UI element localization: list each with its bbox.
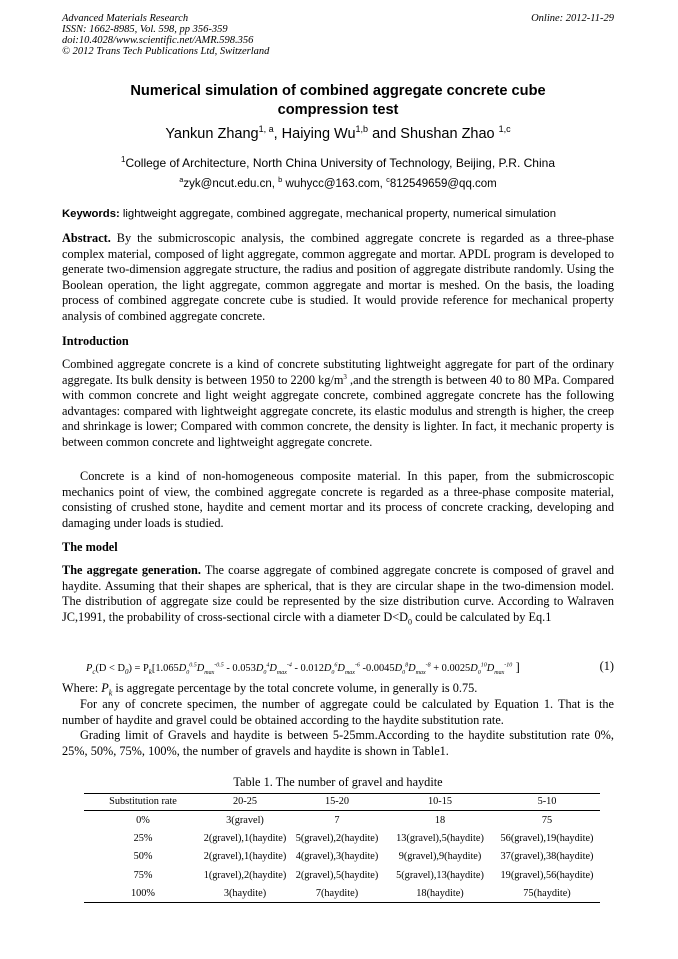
gravel-haydite-table xyxy=(84,793,600,903)
paper-title: Numerical simulation of combined aggregate concrete cube compression test xyxy=(130,83,546,118)
author-emails: $^a$zyk@ncut.edu.cn, $^b$ wuhycc@163.com, $^c$812549659@qq.com xyxy=(179,175,497,190)
issn: ISSN: 1662-8985, Vol. 598, pp 356-359 xyxy=(62,24,228,35)
column-header: 20-25 xyxy=(202,794,288,811)
heading-introduction: Introduction xyxy=(62,334,129,348)
online-date: Online: 2012-11-29 xyxy=(531,13,614,24)
equation-1: $P_c(D < D_0) = P_k[1.065D_0^{0.5}D_{max}^{-0.5} - 0.053D_0^4D_{max}^{-4} - 0.012D_0^6D_{max}^{-6}$ $-0.0045D_0^8D_{max}^{-8} + 0.0025D_0^{10}D_{max}^{-10}$ ] (1) xyxy=(86,659,614,677)
author-name: Haiying Wu xyxy=(281,126,356,142)
copyright: © 2012 Trans Tech Publications Ltd, Switzerland xyxy=(62,46,270,57)
affiliation: $^1$College of Architecture, North China University of Technology, Beijing, P.R. China xyxy=(120,155,555,170)
table-row: 75% 1(gravel),2(haydite) 2(gravel),5(haydite) 5(gravel),13(haydite) 19(gravel),56(haydite) xyxy=(133,869,594,881)
journal-name: Advanced Materials Research xyxy=(62,13,189,24)
table-row: 25% 2(gravel),1(haydite) 5(gravel),2(haydite) 13(gravel),5(haydite) 56(gravel),19(haydite) xyxy=(133,832,594,844)
grading-paragraph: Grading limit of Gravels and haydite is between 5-25mm.According to the haydite substitution rate 0%, 25%, 50%, 75%, 100%, the number of gravels and haydite is shown in Table1. xyxy=(62,728,614,758)
column-header: 5-10 xyxy=(494,794,600,811)
specimen-paragraph: For any of concrete specimen, the number of aggregate could be calculated by Equation 1. That is the number of haydite and gravel could be obtained according to the haydite substitution rate. xyxy=(62,697,614,727)
intro-paragraph-1: Combined aggregate concrete is a kind of concrete substituting lightweight aggregate for part of the ordinary aggregate. Its bulk density is between 1950 to 2200 $kg/m^3$ ,and the strength is between 40 to 80 MPa. Compared with common concrete and light weight aggregate concrete, combined aggregate concrete has the following advantages: compared with lightweight aggregate concrete, its elastic modulus and strength is higher, the creep and shrinkage is lower; Compared with common concrete, the density is lighter. In fact, it mechanic property is between common concrete and lightweight aggregate concrete. xyxy=(62,357,614,449)
journal-header xyxy=(62,13,614,57)
intro-paragraph-2: Concrete is a kind of non-homogeneous composite material. In this paper, from the submicroscopic mechanics point of view, the combined aggregate concrete is regarded as a three-phase composite material, consisting of crushed stone, haydite and cement mortar and its process of concrete cracking, developing and damaging under loads is studied. xyxy=(62,469,614,530)
column-header: Substitution rate xyxy=(84,794,202,811)
table-caption: Table 1. The number of gravel and haydite xyxy=(233,775,443,789)
heading-model: The model xyxy=(62,540,118,554)
where-clause: Where: $P_k$ is aggregate percentage by the total concrete volume, in generally is 0.75. xyxy=(62,681,478,698)
table-row: 0% 3(gravel) 7 18 75 xyxy=(136,814,553,826)
author-name: Yankun Zhang xyxy=(165,126,259,142)
keywords: Keywords: lightweight aggregate, combined aggregate, mechanical property, numerical simulation xyxy=(62,208,556,220)
author-list: Yankun Zhang$^{1, a}$, Haiying Wu$^{1,b}$ and Shushan Zhao $^{1,c}$ xyxy=(165,124,511,142)
column-header: 15-20 xyxy=(288,794,386,811)
table-header-row xyxy=(84,794,600,811)
table-row: 50% 2(gravel),1(haydite) 4(gravel),3(haydite) 9(gravel),9(haydite) 37(gravel),38(haydite) xyxy=(133,851,594,863)
abstract: Abstract. By the submicroscopic analysis, the combined aggregate concrete is regarded as a three-phase complex material, composed of light aggregate, common aggregate and mortar. APDL program is developed to generate two-dimension aggregate structure, the radius and position of aggregate distribute randomly. Using the Boolean operation, the light aggregate, common aggregate and mortar is meshed. On the basis, the loading process of combined aggregate concrete cube is studied. It would provide reference for mechanical property analysis of combined aggregate concrete. xyxy=(62,231,614,323)
equation-number: (1) xyxy=(599,659,614,673)
doi: doi:10.4028/www.scientific.net/AMR.598.356 xyxy=(62,35,254,46)
aggregate-paragraph: The aggregate generation. The coarse aggregate of combined aggregate concrete is composed of gravel and haydite. Assuming that their shapes are spherical, that is they are circular shape in the two-dimension model. The distribution of aggregate size could be represented by the size distribution curve. According to Walraven JC,1991, the probability of cross-sectional circle with a diameter $D<D_0$ could be calculated by Eq.1 xyxy=(62,563,614,627)
author-name: Shushan Zhao xyxy=(400,126,495,142)
column-header: 10-15 xyxy=(386,794,494,811)
table-row: 100% 3(haydite) 7(haydite) 18(haydite) 75(haydite) xyxy=(84,884,600,903)
